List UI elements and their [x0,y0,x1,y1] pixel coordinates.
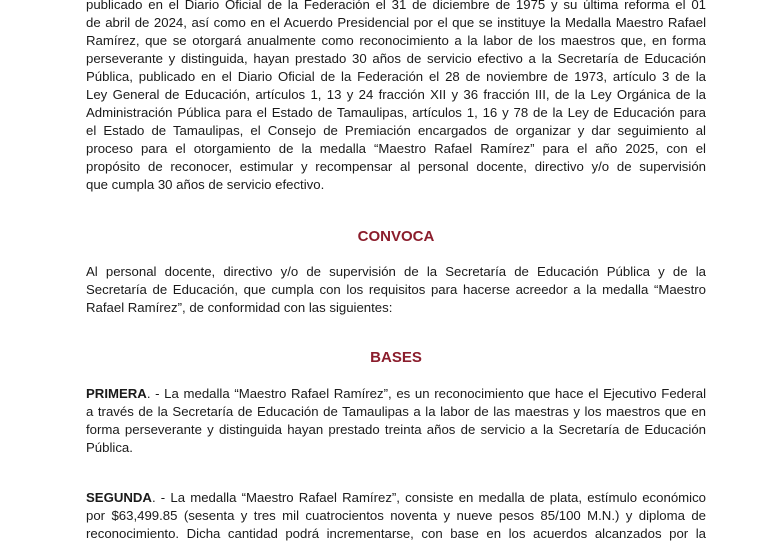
intro-line: que cumpla 30 años de servicio efectivo. [86,177,325,192]
intro-line: Administración Pública para el Estado de Tamaulipas, artículos 1, 16 y 78 de la Ley de Educación para [86,105,706,120]
convoca-heading: CONVOCA [357,228,435,245]
intro-line: publicado en el Diario Oficial de la Federación el 31 de diciembre de 1975 y su última reforma el 01 [86,0,706,12]
segunda-first-line [86,489,706,507]
convoca-line: Al personal docente, directivo y/o de supervisión de la Secretaría de Educación Pública y de la [86,264,706,279]
bases-heading: BASES [370,349,422,366]
intro-paragraph [86,0,706,194]
segunda-line: reconocimiento. Dicha cantidad podrá incrementarse, con base en los acuerdos alcanzados por la [86,526,706,541]
primera-line: Pública. [86,440,133,455]
intro-line: el Estado de Tamaulipas, el Consejo de Premiación encargados de organizar y dar seguimiento al [86,123,706,138]
primera-label: PRIMERA [86,386,147,401]
segunda-clause [86,489,706,543]
segunda-line: por $63,499.85 (sesenta y tres mil cuatrocientos noventa y nueve pesos 85/100 M.N.) y diploma de [86,508,706,523]
intro-line: Ramírez, que se otorgará anualmente como reconocimiento a la labor de los maestros que, en forma [86,33,706,48]
convoca-line: Secretaría de Educación, que cumpla con los requisitos para hacerse acreedor a la medalla “Maestro [86,282,706,297]
document-page [86,0,706,543]
intro-line: Ley General de Educación, artículos 1, 13 y 24 fracción XII y 36 fracción III, de la Ley Orgánica de la [86,87,706,102]
primera-first-line [86,385,706,403]
convoca-paragraph [86,263,706,317]
intro-line: propósito de reconocer, estimular y recompensar al personal docente, directivo y/o de supervisión [86,159,706,174]
intro-line: perseverante y distinguida, hayan prestado 30 años de servicio efectivo a la Secretaría de Educación [86,51,706,66]
primera-clause [86,385,706,457]
convoca-line: Rafael Ramírez”, de conformidad con las siguientes: [86,300,393,315]
intro-line: de abril de 2024, así como en el Acuerdo Presidencial por el que se instituye la Medalla Maestro Rafael [86,15,706,30]
segunda-line1: . - La medalla “Maestro Rafael Ramírez”, consiste en medalla de plata, estímulo económico [151,490,706,505]
primera-line: a través de la Secretaría de Educación de Tamaulipas a la labor de las maestras y los maestros que en [86,404,706,419]
primera-line1: . - La medalla “Maestro Rafael Ramírez”, es un reconocimiento que hace el Ejecutivo Federal [146,386,706,401]
primera-line: forma perseverante y distinguida hayan prestado treinta años de servicio a la Secretaría de Educación [86,422,706,437]
segunda-label: SEGUNDA [86,490,152,505]
intro-line: proceso para el otorgamiento de la medalla “Maestro Rafael Ramírez” para el año 2025, con el [86,141,706,156]
intro-line: Pública, publicado en el Diario Oficial de la Federación el 28 de noviembre de 1973, artículo 3 de la [86,69,706,84]
